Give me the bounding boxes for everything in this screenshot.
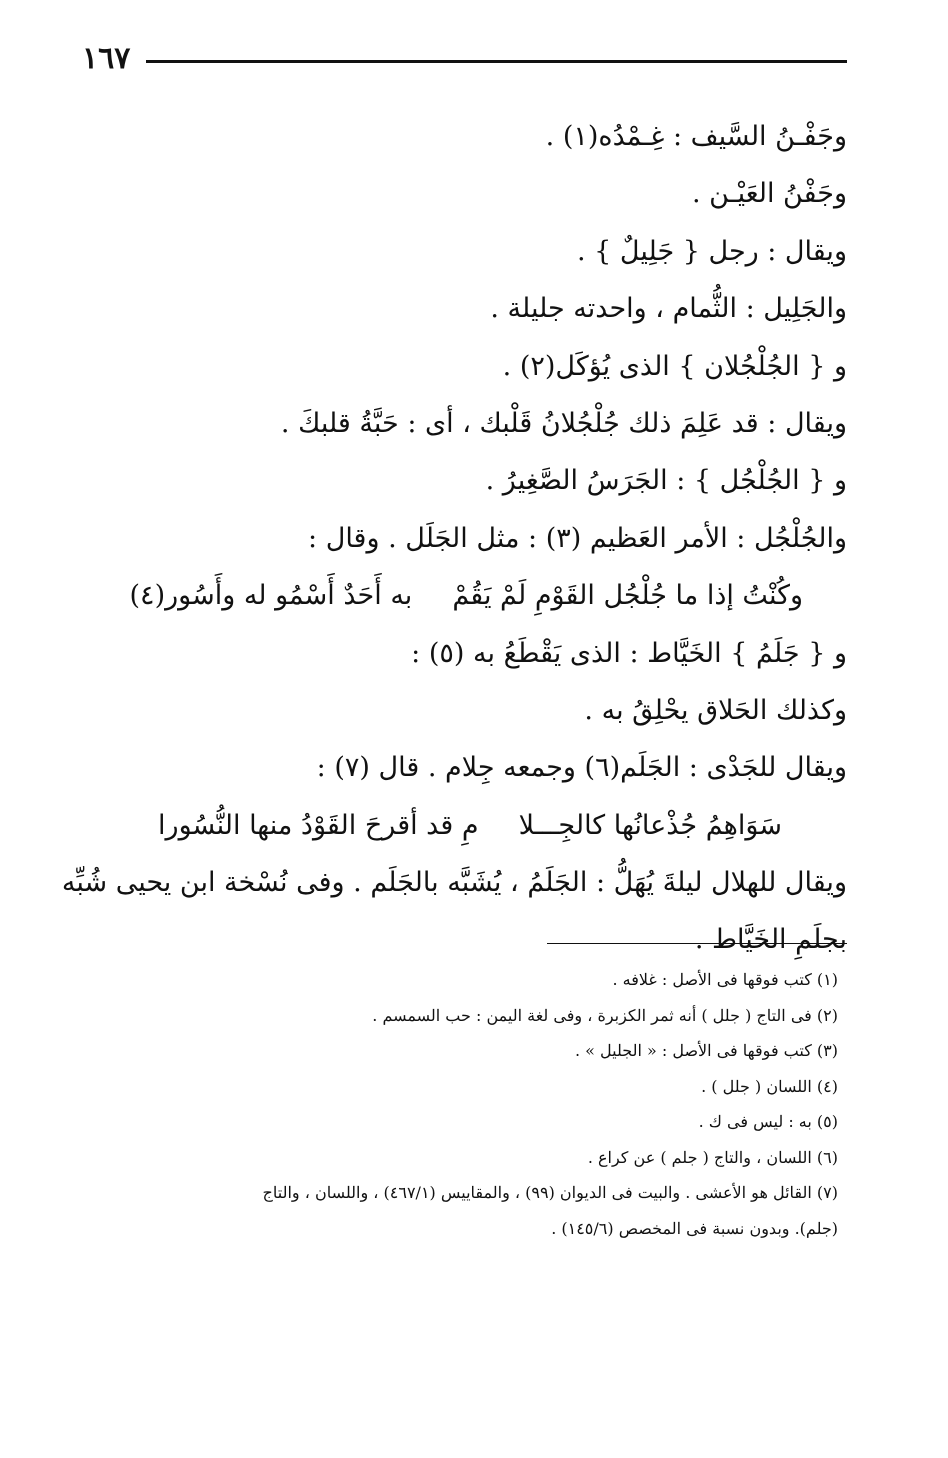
text-line: وكذلك الحَلاق يحْلِقُ به . — [584, 694, 847, 726]
footnote: (٣) كتب فوقها فى الأصل : « الجليل » . — [574, 1041, 838, 1060]
text-line: وجَفْـنُ السَّيف : غِـمْدُه(١) . — [545, 121, 847, 152]
main-text — [57, 108, 847, 969]
text-line: ويقال للجَدْى : الجَلَم(٦) وجمعه جِلام . قال (٧) : — [316, 752, 847, 784]
text-line: و { الجُلْجُلان } الذى يُؤكَل(٢) . — [502, 350, 847, 382]
text-line: ويقال : رجل { جَلِيلٌ } . — [577, 235, 847, 267]
text-line: بجلَمِ الخَيَّاط . — [694, 924, 847, 956]
text-line: و { جَلَمُ } الخَيَّاط : الذى يَقْطَعُ به (٥) : — [411, 637, 847, 669]
text-line: ويقال : قد عَلِمَ ذلك جُلْجُلانُ قَلْبك ، أى : حَبَّةُ قلبكَ . — [280, 407, 847, 439]
footnote: (٧) القائل هو الأعشى . والبيت فى الديوان (٩٩) ، والمقاييس (٤٦٧/١) ، واللسان ، والتاج — [262, 1183, 838, 1202]
verse-first-hemistich: وكُنْتُ إذا ما جُلْجُل القَوْمِ لَمْ يَقُمْ — [452, 580, 803, 612]
text-line: ويقال للهلال ليلةَ يُهَلُّ : الجَلَمُ ، يُشَبَّه بالجَلَم . وفى نُسْخة ابن يحيى شُبِّه — [61, 867, 847, 899]
verse-first-hemistich: سَوَاهِمُ جُذْعانُها كالجِـــلا — [518, 809, 782, 841]
footnote: (٤) اللسان ( جلل ) . — [701, 1076, 838, 1096]
poetry-verse — [57, 797, 847, 854]
footnote: (٢) فى التاج ( جلل ) أنه ثمر الكزبرة ، وفى لغة اليمن : حب السمسم . — [372, 1005, 838, 1025]
text-line: والجَلِيل : الثُّمام ، واحدته جليلة . — [490, 293, 847, 325]
footnote-separator — [547, 943, 847, 944]
header-rule — [146, 60, 847, 63]
footnote: (٦) اللسان ، والتاج ( جلم ) عن كراع . — [587, 1147, 838, 1167]
footnotes — [28, 962, 838, 1246]
poetry-verse — [57, 567, 847, 624]
verse-second-hemistich: به أَحَدٌ أَسْمُو له وأَسُور(٤) — [129, 580, 413, 612]
verse-second-hemistich: مِ قد أقرحَ القَوْدُ منها النُّسُورا — [158, 809, 479, 841]
page-header — [82, 40, 847, 80]
footnote: (١) كتب فوقها فى الأصل : غلافه . — [612, 970, 838, 989]
text-line: و { الجُلْجُل } : الجَرَسُ الصَّغِيرُ . — [485, 465, 847, 497]
footnote-continuation: (جلم). وبدون نسبة فى المخصص (١٤٥/٦) . — [551, 1218, 838, 1238]
footnote: (٥) به : ليس فى ك . — [698, 1112, 838, 1131]
text-line: والجُلْجُل : الأمر العَظيم (٣) : مثل الجَلَل . وقال : — [308, 522, 847, 554]
text-line: وجَفْنُ العَيْـن . — [691, 178, 847, 210]
page-number: ١٦٧ — [82, 41, 131, 76]
